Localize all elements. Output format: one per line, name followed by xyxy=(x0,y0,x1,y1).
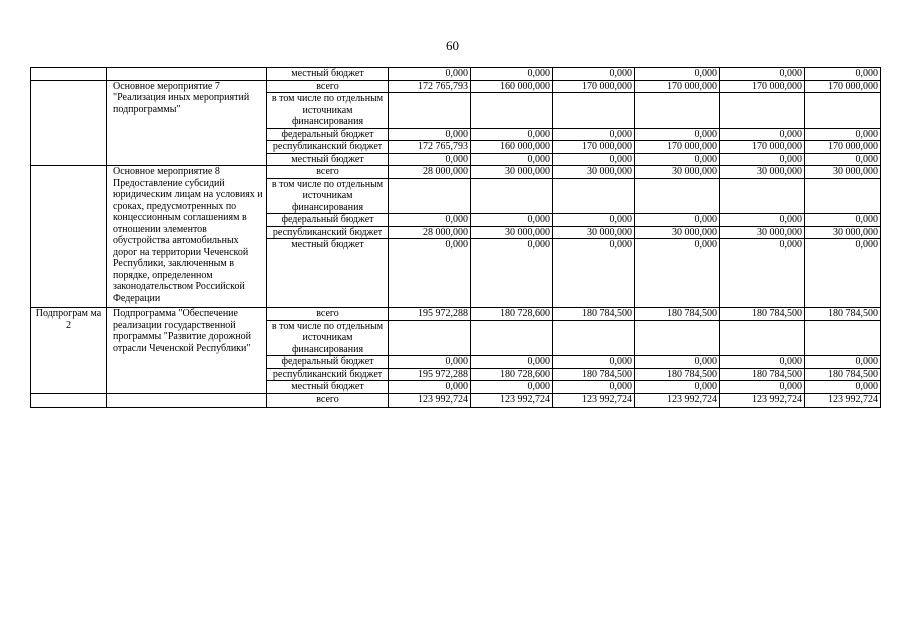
table-row xyxy=(31,80,881,93)
value-cell: 0,000 xyxy=(635,128,720,141)
value-cell: 170 000,000 xyxy=(553,80,635,93)
table-row xyxy=(31,68,881,81)
value-cell: 0,000 xyxy=(553,214,635,227)
value-cell: 195 972,288 xyxy=(389,308,471,321)
value-cell: 123 992,724 xyxy=(389,393,471,407)
value-cell: 0,000 xyxy=(553,356,635,369)
value-cell: 0,000 xyxy=(471,381,553,394)
source-cell: федеральный бюджет xyxy=(267,214,389,227)
source-cell: всего xyxy=(267,166,389,179)
value-cell: 180 728,600 xyxy=(471,368,553,381)
value-cell: 30 000,000 xyxy=(635,226,720,239)
value-cell: 0,000 xyxy=(389,128,471,141)
value-cell: 172 765,793 xyxy=(389,80,471,93)
value-cell: 30 000,000 xyxy=(720,226,805,239)
value-cell: 0,000 xyxy=(720,239,805,308)
value-cell: 0,000 xyxy=(720,153,805,166)
value-cell: 160 000,000 xyxy=(471,80,553,93)
measure-name-cell: Основное мероприятие 7 "Реализация иных мероприятий подпрограммы" xyxy=(107,80,267,166)
value-cell: 0,000 xyxy=(553,153,635,166)
value-cell: 0,000 xyxy=(389,153,471,166)
value-cell: 30 000,000 xyxy=(635,166,720,179)
value-cell: 180 784,500 xyxy=(720,308,805,321)
value-cell: 180 784,500 xyxy=(720,368,805,381)
value-cell: 0,000 xyxy=(635,68,720,81)
measure-name-cell: Основное мероприятие 8 Предоставление субсидий юридическим лицам на условиях и сроках, предусмотренных по концессионным соглашениям в отношении элементов обустройства автомобильных дорог на территории Чеченской Республики, заключенным в порядке, определенном законодательством Российской Федерации xyxy=(107,166,267,308)
source-cell: местный бюджет xyxy=(267,239,389,308)
value-cell: 30 000,000 xyxy=(805,226,881,239)
value-cell: 0,000 xyxy=(720,356,805,369)
value-cell: 180 784,500 xyxy=(805,368,881,381)
value-cell: 0,000 xyxy=(720,214,805,227)
source-cell: республиканский бюджет xyxy=(267,368,389,381)
measure-name-cell: Подпрограмма "Обеспечение реализации государственной программы "Развитие дорожной отрасли Чеченской Республики" xyxy=(107,308,267,394)
value-cell: 180 784,500 xyxy=(805,308,881,321)
value-cell: 0,000 xyxy=(471,239,553,308)
value-cell: 123 992,724 xyxy=(471,393,553,407)
table-row xyxy=(31,393,881,407)
value-cell: 0,000 xyxy=(805,128,881,141)
value-cell: 0,000 xyxy=(805,214,881,227)
value-cell: 170 000,000 xyxy=(720,141,805,154)
value-cell: 0,000 xyxy=(720,381,805,394)
value-cell: 123 992,724 xyxy=(635,393,720,407)
value-cell: 0,000 xyxy=(805,239,881,308)
value-cell: 180 784,500 xyxy=(553,308,635,321)
value-cell: 0,000 xyxy=(553,239,635,308)
value-cell: 30 000,000 xyxy=(805,166,881,179)
subprogram-code-cell: Подпрограм ма 2 xyxy=(31,308,107,394)
value-cell: 28 000,000 xyxy=(389,166,471,179)
source-cell: федеральный бюджет xyxy=(267,356,389,369)
budget-table xyxy=(30,67,881,408)
value-cell: 0,000 xyxy=(635,153,720,166)
value-cell: 30 000,000 xyxy=(471,226,553,239)
value-cell: 170 000,000 xyxy=(553,141,635,154)
value-cell: 160 000,000 xyxy=(471,141,553,154)
source-cell: республиканский бюджет xyxy=(267,226,389,239)
value-cell: 0,000 xyxy=(553,68,635,81)
value-cell: 0,000 xyxy=(389,239,471,308)
value-cell: 0,000 xyxy=(389,68,471,81)
source-cell: республиканский бюджет xyxy=(267,141,389,154)
page-number: 60 xyxy=(446,38,459,53)
value-cell: 30 000,000 xyxy=(720,166,805,179)
value-cell: 123 992,724 xyxy=(553,393,635,407)
value-cell: 0,000 xyxy=(635,381,720,394)
value-cell: 180 784,500 xyxy=(635,368,720,381)
value-cell: 0,000 xyxy=(635,356,720,369)
value-cell: 170 000,000 xyxy=(720,80,805,93)
value-cell: 180 784,500 xyxy=(553,368,635,381)
value-cell: 0,000 xyxy=(553,381,635,394)
value-cell: 195 972,288 xyxy=(389,368,471,381)
value-cell: 180 728,600 xyxy=(471,308,553,321)
table-row xyxy=(31,166,881,179)
source-cell: в том числе по отдельным источникам финансирования xyxy=(267,320,389,356)
source-cell: всего xyxy=(267,308,389,321)
value-cell: 170 000,000 xyxy=(805,141,881,154)
source-cell: всего xyxy=(267,80,389,93)
value-cell: 0,000 xyxy=(635,214,720,227)
value-cell: 0,000 xyxy=(471,128,553,141)
value-cell: 0,000 xyxy=(805,356,881,369)
source-cell: в том числе по отдельным источникам финансирования xyxy=(267,93,389,129)
value-cell: 170 000,000 xyxy=(635,80,720,93)
value-cell: 172 765,793 xyxy=(389,141,471,154)
source-cell: местный бюджет xyxy=(267,153,389,166)
source-cell: всего xyxy=(267,393,389,407)
value-cell: 170 000,000 xyxy=(635,141,720,154)
source-cell: федеральный бюджет xyxy=(267,128,389,141)
source-cell: местный бюджет xyxy=(267,68,389,81)
value-cell: 0,000 xyxy=(805,68,881,81)
value-cell: 30 000,000 xyxy=(553,166,635,179)
value-cell: 0,000 xyxy=(720,68,805,81)
value-cell: 0,000 xyxy=(553,128,635,141)
value-cell: 0,000 xyxy=(471,356,553,369)
table-row xyxy=(31,308,881,321)
source-cell: в том числе по отдельным источникам финансирования xyxy=(267,178,389,214)
value-cell: 0,000 xyxy=(389,381,471,394)
value-cell: 0,000 xyxy=(805,153,881,166)
value-cell: 123 992,724 xyxy=(720,393,805,407)
value-cell: 0,000 xyxy=(720,128,805,141)
value-cell: 0,000 xyxy=(389,214,471,227)
source-cell: местный бюджет xyxy=(267,381,389,394)
value-cell: 123 992,724 xyxy=(805,393,881,407)
value-cell: 170 000,000 xyxy=(805,80,881,93)
value-cell: 28 000,000 xyxy=(389,226,471,239)
value-cell: 0,000 xyxy=(471,153,553,166)
value-cell: 0,000 xyxy=(471,214,553,227)
value-cell: 30 000,000 xyxy=(471,166,553,179)
value-cell: 0,000 xyxy=(805,381,881,394)
value-cell: 0,000 xyxy=(471,68,553,81)
value-cell: 30 000,000 xyxy=(553,226,635,239)
value-cell: 180 784,500 xyxy=(635,308,720,321)
value-cell: 0,000 xyxy=(635,239,720,308)
value-cell: 0,000 xyxy=(389,356,471,369)
